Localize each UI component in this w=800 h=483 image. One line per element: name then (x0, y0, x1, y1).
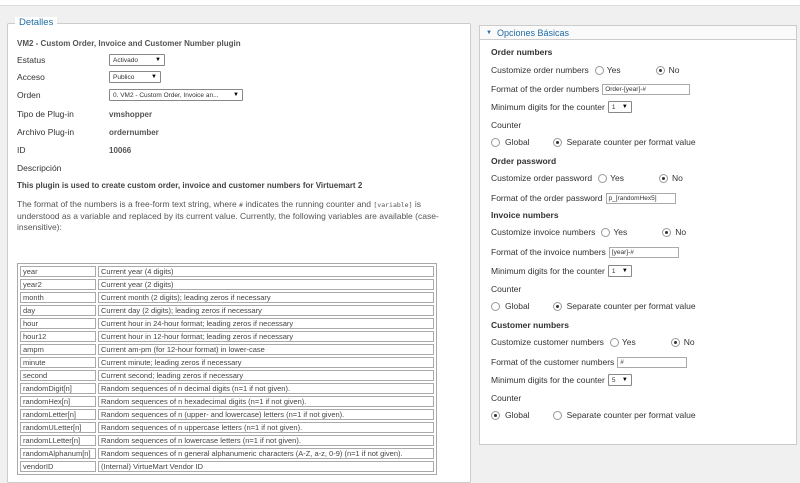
variable-name-cell: year (20, 266, 96, 277)
access-row (17, 70, 161, 84)
customer-numbers-heading: Customer numbers (491, 320, 569, 330)
variable-name-cell: randomLLetter[n] (20, 435, 96, 446)
table-row (20, 383, 434, 394)
invoice-format-row: Format of the invoice numbers [year]-# (491, 246, 679, 258)
variable-desc-cell: Random sequences of n general alphanumeric characters (A-Z, a-z, 0-9) (n=1 if not given). (98, 448, 434, 459)
invoice-min-digits-row: Minimum digits for the counter 1 ▼ (491, 265, 632, 277)
table-row (20, 266, 434, 277)
type-label: Tipo de Plug-in (17, 109, 74, 119)
file-value: ordernumber (109, 127, 159, 137)
chevron-down-icon: ▼ (621, 377, 628, 383)
invoice-numbers-heading: Invoice numbers (491, 210, 559, 220)
customize-order-yes-radio[interactable] (595, 66, 604, 75)
table-row (20, 461, 434, 472)
basic-options-header[interactable]: ▼ Opciones Básicas (480, 26, 796, 40)
variable-name-cell: randomDigit[n] (20, 383, 96, 394)
order-counter-label-row: Counter (491, 120, 522, 130)
customer-counter-row: Global Separate counter per format value (491, 409, 696, 421)
status-select[interactable]: Activado ▼ (109, 54, 165, 66)
top-bar (0, 0, 800, 6)
access-label: Acceso (17, 72, 45, 82)
customer-counter-separate-radio[interactable] (553, 411, 562, 420)
plugin-summary: This plugin is used to create custom order, invoice and customer numbers for Virtuemart 2 (17, 181, 363, 190)
variable-name-cell: randomAlphanum[n] (20, 448, 96, 459)
order-counter-global-radio[interactable] (491, 138, 500, 147)
order-counter-separate-radio[interactable] (553, 138, 562, 147)
chevron-down-icon: ▼ (621, 104, 628, 110)
variable-name-cell: hour (20, 318, 96, 329)
customize-customer-yes-radio[interactable] (610, 338, 619, 347)
variable-desc-cell: (Internal) VirtueMart Vendor ID (98, 461, 434, 472)
variable-desc-cell: Random sequences of n (upper- and lowercase) letters (n=1 if not given). (98, 409, 434, 420)
invoice-counter-row: Global Separate counter per format value (491, 300, 696, 312)
customer-format-row: Format of the customer numbers # (491, 356, 687, 368)
variable-name-cell: randomULetter[n] (20, 422, 96, 433)
order-password-heading: Order password (491, 156, 557, 166)
chevron-down-icon: ▼ (621, 268, 628, 274)
type-row (17, 107, 152, 121)
invoice-format-input[interactable]: [year]-# (609, 247, 679, 258)
order-select[interactable]: 0. VM2 - Custom Order, Invoice an... ▼ (109, 89, 243, 101)
id-label: ID (17, 145, 26, 155)
invoice-counter-label-row: Counter (491, 284, 522, 294)
table-row (20, 305, 434, 316)
customer-counter-global-radio[interactable] (491, 411, 500, 420)
order-format-row: Format of the order numbers Order-[year]-# (491, 83, 690, 95)
customize-invoice-yes-radio[interactable] (601, 228, 610, 237)
table-row (20, 370, 434, 381)
id-value: 10066 (109, 145, 132, 155)
id-row (17, 143, 131, 157)
customer-format-input[interactable]: # (617, 357, 687, 368)
file-row (17, 125, 159, 139)
format-description: The format of the numbers is a free-form text string, where # indicates the running counter and [variable] is understood as a variable and replaced by its current value. Currently, the following variables are available (case-insensitive): (17, 199, 439, 232)
variable-desc-cell: Random sequences of n decimal digits (n=1 if not given). (98, 383, 434, 394)
chevron-down-icon: ▼ (233, 92, 239, 98)
variable-desc-cell: Current hour in 24-hour format; leading zeros if necessary (98, 318, 434, 329)
customize-invoice-no-radio[interactable] (662, 228, 671, 237)
table-row (20, 331, 434, 342)
order-format-input[interactable]: Order-[year]-# (602, 84, 690, 95)
variables-table (17, 263, 437, 475)
variable-name-cell: vendorID (20, 461, 96, 472)
customize-customer-row: Customize customer numbers Yes No (491, 337, 695, 347)
table-row (20, 279, 434, 290)
variable-desc-cell: Current day (2 digits); leading zeros if necessary (98, 305, 434, 316)
basic-options-panel (479, 25, 797, 445)
description-row (17, 161, 109, 175)
status-label: Estatus (17, 55, 46, 65)
chevron-down-icon: ▼ (151, 74, 157, 80)
order-min-digits-select[interactable]: 1 ▼ (608, 101, 632, 113)
file-label: Archivo Plug-in (17, 127, 75, 137)
password-format-input[interactable]: p_[randomHex5] (606, 193, 676, 204)
variable-name-cell: randomLetter[n] (20, 409, 96, 420)
customer-min-digits-row: Minimum digits for the counter 5 ▼ (491, 374, 632, 386)
variable-desc-cell: Random sequences of n hexadecimal digits (n=1 if not given). (98, 396, 434, 407)
invoice-counter-separate-radio[interactable] (553, 302, 562, 311)
variable-desc-cell: Current hour in 12-hour format; leading zeros if necessary (98, 331, 434, 342)
password-format-row: Format of the order password p_[randomHex5] (491, 192, 676, 204)
invoice-min-digits-select[interactable]: 1 ▼ (608, 265, 632, 277)
variable-name-cell: day (20, 305, 96, 316)
variable-desc-cell: Random sequences of n lowercase letters (n=1 if not given). (98, 435, 434, 446)
table-row (20, 435, 434, 446)
variable-desc-cell: Current second; leading zeros if necessary (98, 370, 434, 381)
variable-desc-cell: Current year (2 digits) (98, 279, 434, 290)
table-row (20, 318, 434, 329)
details-fieldset (7, 17, 471, 483)
variable-name-cell: second (20, 370, 96, 381)
variable-name-cell: year2 (20, 279, 96, 290)
table-row (20, 409, 434, 420)
status-row (17, 53, 165, 67)
variable-desc-cell: Current minute; leading zeros if necessary (98, 357, 434, 368)
customize-password-yes-radio[interactable] (598, 174, 607, 183)
plugin-title: VM2 - Custom Order, Invoice and Customer Number plugin (17, 39, 241, 48)
variable-desc-cell: Random sequences of n uppercase letters (n=1 if not given). (98, 422, 434, 433)
table-row (20, 422, 434, 433)
access-select[interactable]: Publico ▼ (109, 71, 161, 83)
customize-password-row: Customize order password Yes No (491, 173, 683, 183)
customize-order-no-radio[interactable] (656, 66, 665, 75)
variable-name-cell: randomHex[n] (20, 396, 96, 407)
variable-name-cell: hour12 (20, 331, 96, 342)
type-value: vmshopper (109, 109, 153, 119)
order-counter-row: Global Separate counter per format value (491, 136, 696, 148)
customize-password-no-radio[interactable] (659, 174, 668, 183)
order-row (17, 88, 243, 102)
table-row (20, 357, 434, 368)
triangle-down-icon: ▼ (486, 29, 492, 36)
table-row (20, 448, 434, 459)
variable-name-cell: minute (20, 357, 96, 368)
table-row (20, 344, 434, 355)
customer-min-digits-select[interactable]: 5 ▼ (608, 374, 632, 386)
customize-order-row: Customize order numbers Yes No (491, 65, 680, 75)
variable-name-cell: ampm (20, 344, 96, 355)
order-min-digits-row: Minimum digits for the counter 1 ▼ (491, 101, 632, 113)
table-row (20, 396, 434, 407)
customize-invoice-row: Customize invoice numbers Yes No (491, 227, 687, 237)
variable-desc-cell: Current month (2 digits); leading zeros if necessary (98, 292, 434, 303)
variable-name-cell: month (20, 292, 96, 303)
order-numbers-heading: Order numbers (491, 47, 553, 57)
customer-counter-label-row: Counter (491, 393, 522, 403)
variable-desc-cell: Current am-pm (for 12-hour format) in lower-case (98, 344, 434, 355)
chevron-down-icon: ▼ (155, 57, 161, 63)
description-label: Descripción (17, 163, 62, 173)
customize-customer-no-radio[interactable] (671, 338, 680, 347)
variable-desc-cell: Current year (4 digits) (98, 266, 434, 277)
details-legend: Detalles (15, 17, 57, 28)
table-row (20, 292, 434, 303)
order-label: Orden (17, 90, 41, 100)
invoice-counter-global-radio[interactable] (491, 302, 500, 311)
